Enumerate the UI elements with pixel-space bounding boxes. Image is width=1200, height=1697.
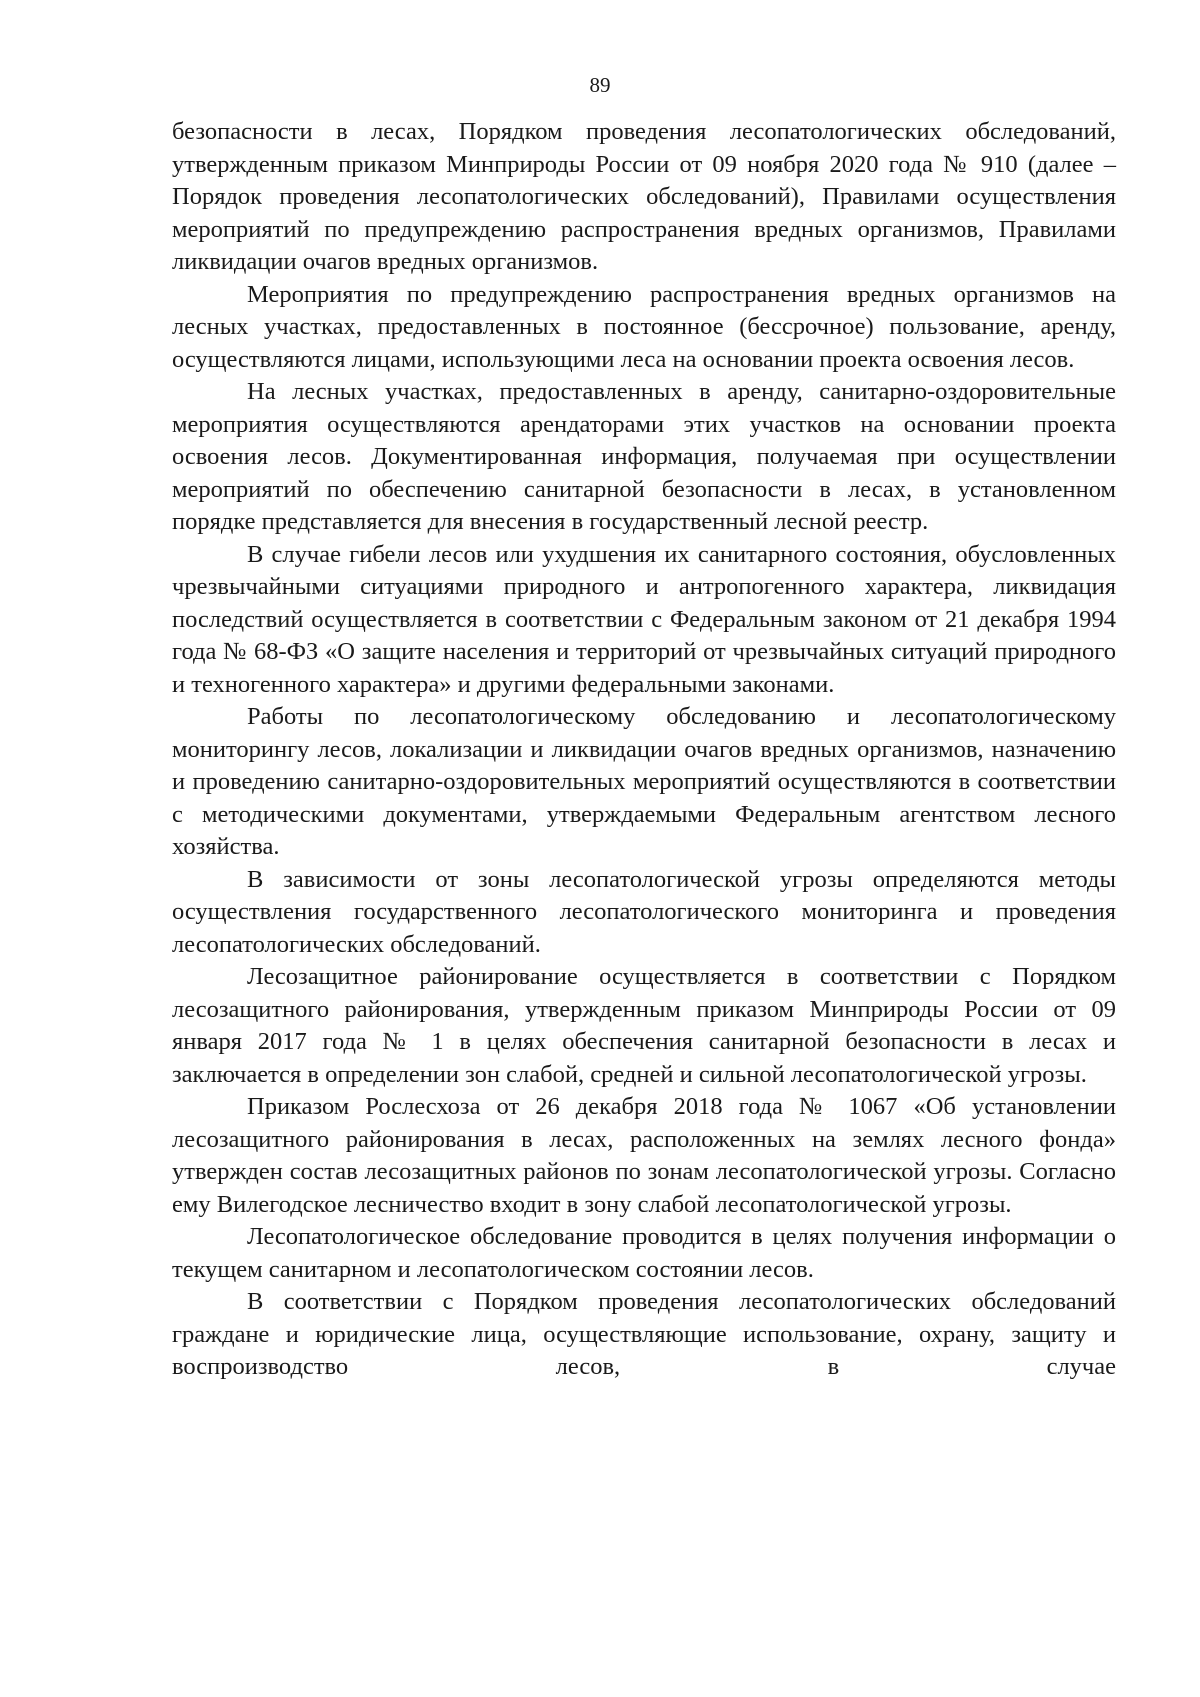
paragraph-8: Приказом Рослесхоза от 26 декабря 2018 года № 1067 «Об установлении лесозащитного районирования в лесах, расположенных на землях лесного фонда» утвержден состав лесозащитных районов по зонам лесопатологической угрозы. Согласно ему Вилегодское лесничество входит в зону слабой лесопатологической угрозы.: [172, 1093, 1116, 1218]
page-number: 89: [589, 73, 611, 97]
paragraph-9: Лесопатологическое обследование проводится в целях получения информации о текущем санитарном и лесопатологическом состоянии лесов.: [172, 1223, 1116, 1283]
paragraph-4: В случае гибели лесов или ухудшения их санитарного состояния, обусловленных чрезвычайными ситуациями природного и антропогенного характера, ликвидация последствий осуществляется в соответствии с Федеральным законом от 21 декабря 1994 года № 68-ФЗ «О защите населения и территорий от чрезвычайных ситуаций природного и техногенного характера» и другими федеральными законами.: [172, 540, 1116, 698]
paragraph-3: На лесных участках, предоставленных в аренду, санитарно-оздоровительные мероприятия осуществляются арендаторами этих участков на основании проекта освоения лесов. Документированная информация, получаемая при осуществлении мероприятий по обеспечению санитарной безопасности в лесах, в установленном порядке представляется для внесения в государственный лесной реестр.: [172, 378, 1116, 535]
paragraph-1: безопасности в лесах, Порядком проведения лесопатологических обследований, утвержденным приказом Минприроды России от 09 ноября 2020 года № 910 (далее – Порядок проведения лесопатологических обследований), Правилами осуществления мероприятий по предупреждению распространения вредных организмов, Правилами ликвидации очагов вредных организмов.: [172, 118, 1116, 275]
body-text: [172, 116, 1116, 1384]
paragraph-7: Лесозащитное районирование осуществляется в соответствии с Порядком лесозащитного районирования, утвержденным приказом Минприроды России от 09 января 2017 года № 1 в целях обеспечения санитарной безопасности в лесах и заключается в определении зон слабой, средней и сильной лесопатологической угрозы.: [172, 963, 1116, 1088]
paragraph-10: В соответствии с Порядком проведения лесопатологических обследований граждане и юридические лица, осуществляющие использование, охрану, защиту и воспроизводство лесов, в случае: [172, 1288, 1116, 1380]
paragraph-2: Мероприятия по предупреждению распространения вредных организмов на лесных участках, предоставленных в постоянное (бессрочное) пользование, аренду, осуществляются лицами, использующими леса на основании проекта освоения лесов.: [172, 280, 1116, 373]
paragraph-6: В зависимости от зоны лесопатологической угрозы определяются методы осуществления государственного лесопатологического мониторинга и проведения лесопатологических обследований.: [172, 865, 1116, 958]
paragraph-5: Работы по лесопатологическому обследованию и лесопатологическому мониторингу лесов, локализации и ликвидации очагов вредных организмов, назначению и проведению санитарно-оздоровительных мероприятий осуществляются в соответствии с методическими документами, утверждаемыми Федеральным агентством лесного хозяйства.: [172, 703, 1116, 860]
